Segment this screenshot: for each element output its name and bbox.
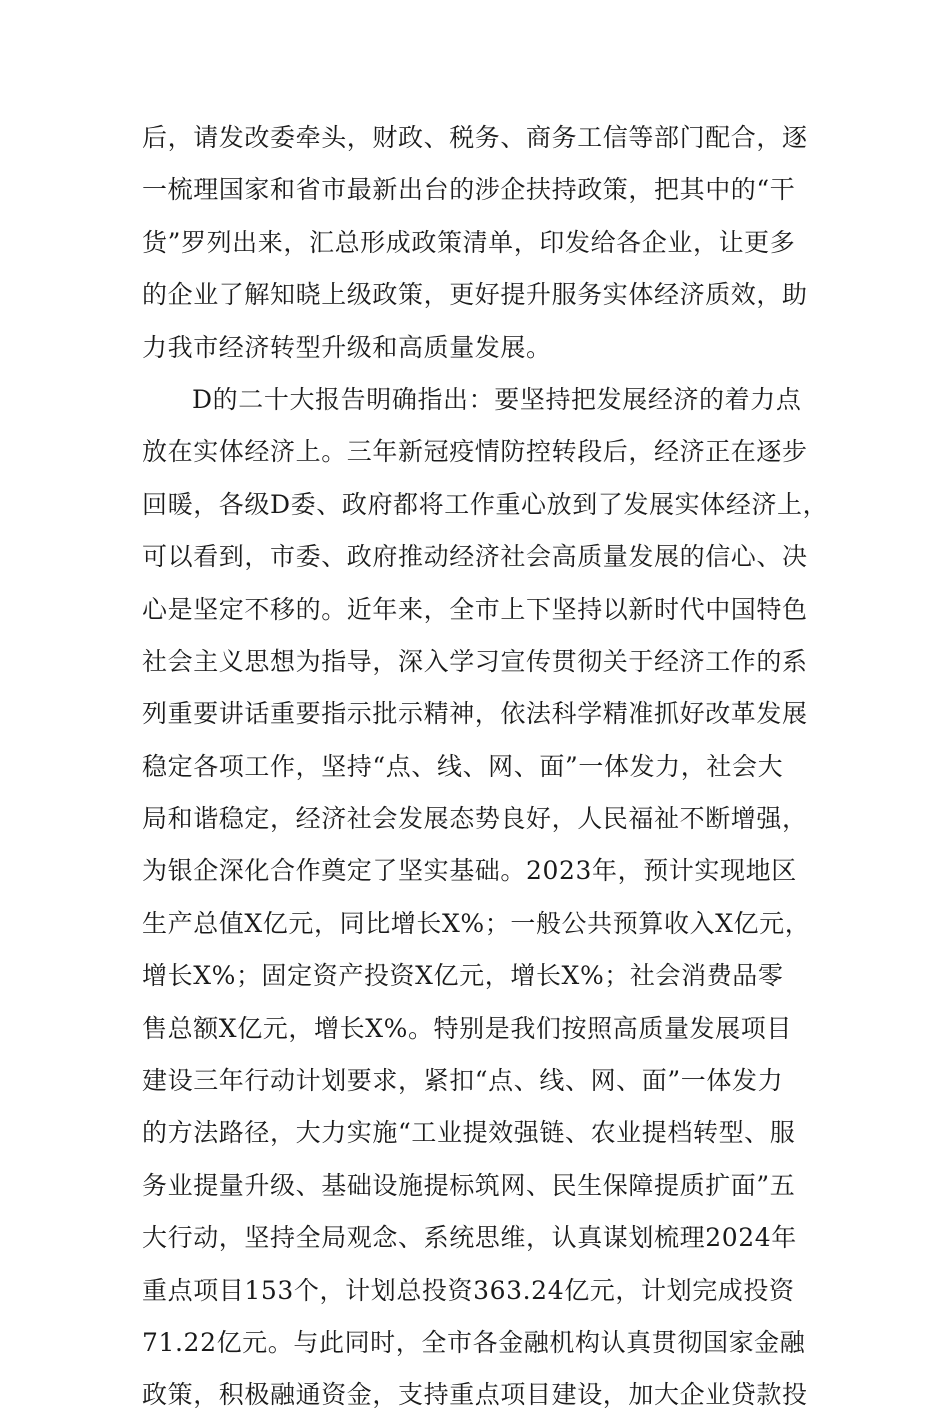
- text-line: 放在实体经济上。三年新冠疫情防控转段后，经济正在逐步: [142, 437, 808, 467]
- text-line: 的企业了解知晓上级政策，更好提升服务实体经济质效，助: [142, 280, 808, 310]
- paragraph-2: [142, 374, 829, 1422]
- text-line: 局和谐稳定，经济社会发展态势良好，人民福祉不断增强，: [142, 804, 808, 834]
- text-line: 力我市经济转型升级和高质量发展。: [142, 332, 552, 362]
- text-line: 后，请发改委牵头，财政、税务、商务工信等部门配合，逐: [142, 123, 808, 152]
- text-line: 列重要讲话重要指示批示精神，依法科学精准抓好改革发展: [142, 699, 808, 729]
- text-line: 回暖，各级D委、政府都将工作重心放到了发展实体经济上，: [142, 489, 829, 519]
- text-line: 为银企深化合作奠定了坚实基础。2023年，预计实现地区: [142, 856, 797, 886]
- paragraph-1: [142, 112, 822, 374]
- text-line: 社会主义思想为指导，深入学习宣传贯彻关于经济工作的系: [142, 646, 808, 676]
- text-line: 建设三年行动计划要求，紧扣“点、线、网、面”一体发力: [142, 1066, 784, 1096]
- body-text: [142, 112, 829, 1422]
- text-line: 大行动，坚持全局观念、系统思维，认真谋划梳理2024年: [142, 1223, 797, 1253]
- text-line: 务业提量升级、基础设施提标筑网、民生保障提质扩面”五: [142, 1170, 796, 1200]
- text-line: D的二十大报告明确指出：要坚持把发展经济的着力点: [192, 384, 802, 414]
- text-line: 心是坚定不移的。近年来，全市上下坚持以新时代中国特色: [142, 594, 808, 624]
- text-line: 71.22亿元。与此同时，全市各金融机构认真贯彻国家金融: [142, 1327, 806, 1357]
- text-line: 稳定各项工作，坚持“点、线、网、面”一体发力，社会大: [142, 751, 784, 781]
- text-line: 售总额X亿元，增长X%。特别是我们按照高质量发展项目: [142, 1013, 792, 1043]
- text-line: 的方法路径，大力实施“工业提效强链、农业提档转型、服: [142, 1118, 796, 1148]
- text-line: 增长X%；固定资产投资X亿元，增长X%；社会消费品零: [142, 961, 784, 991]
- text-line: 一梳理国家和省市最新出台的涉企扶持政策，把其中的“干: [142, 175, 796, 205]
- text-line: 政策，积极融通资金，支持重点项目建设，加大企业贷款投: [142, 1380, 808, 1410]
- text-line: 可以看到，市委、政府推动经济社会高质量发展的信心、决: [142, 542, 808, 572]
- text-line: 货”罗列出来，汇总形成政策清单，印发给各企业，让更多: [142, 227, 796, 257]
- text-line: 重点项目153个，计划总投资363.24亿元，计划完成投资: [142, 1275, 795, 1305]
- text-line: 生产总值X亿元，同比增长X%；一般公共预算收入X亿元，: [142, 908, 811, 938]
